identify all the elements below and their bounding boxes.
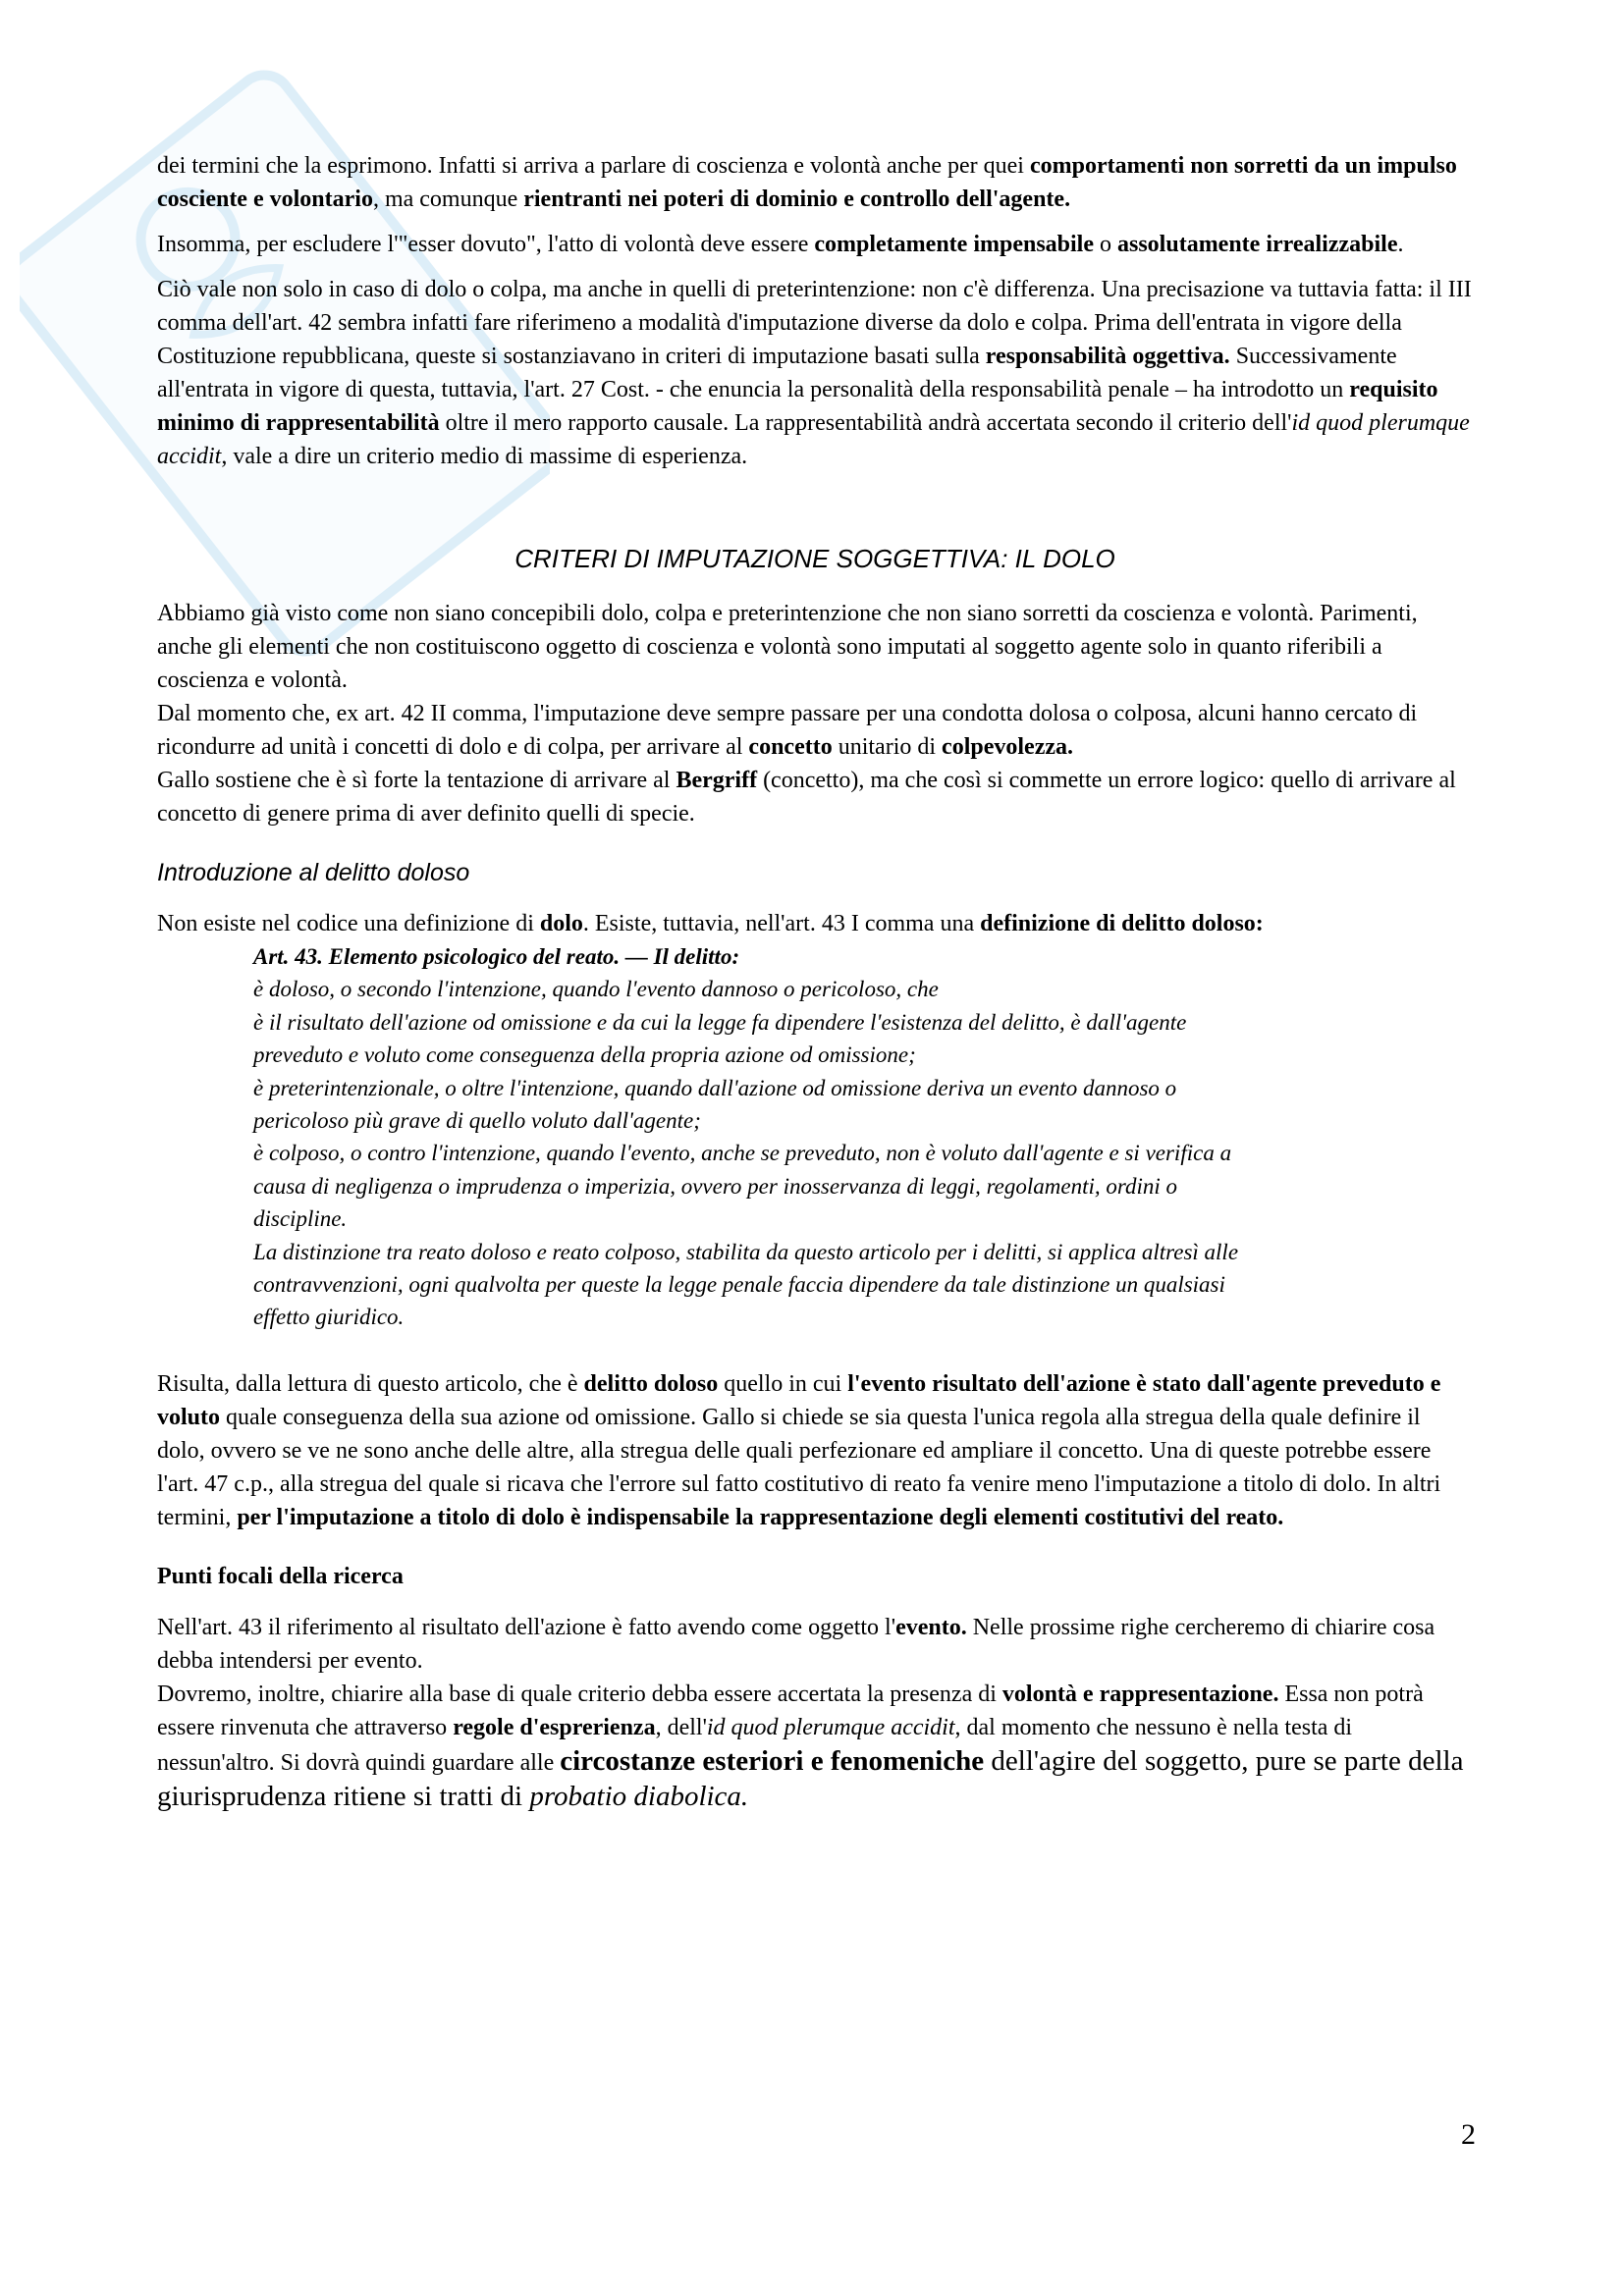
quote-line: causa di negligenza o imprudenza o imperizia, ovvero per inosservanza di leggi, regolamenti, ordini o	[253, 1173, 1177, 1199]
text-run: Bergriff	[676, 768, 758, 793]
text-run: comportamenti non sorretti da un impulso cosciente e volontario	[157, 153, 1457, 212]
article-43-quote	[253, 940, 1473, 1334]
paragraph-continuation	[157, 149, 1473, 216]
text-run: probatio diabolica.	[529, 1780, 749, 1812]
text-run: colpevolezza.	[942, 734, 1073, 760]
quote-line: contravvenzioni, ogni qualvolta per queste la legge penale faccia dipendere da tale distinzione un qualsiasi	[253, 1272, 1225, 1298]
quote-line: La distinzione tra reato doloso e reato colposo, stabilita da questo articolo per i delitti, si applica altresì alle	[253, 1239, 1239, 1264]
text-run: Abbiamo già visto come non siano concepibili dolo, colpa e preterintenzione che non siano sorretti da coscienza e volontà. Parimenti, anche gli elementi che non costituiscono oggetto di coscienza e volontà sono imputati al soggetto agente solo in quanto riferibili a coscienza e volontà.	[157, 601, 1418, 693]
text-run: Insomma, per escludere l'"esser dovuto", l'atto di volontà deve essere	[157, 232, 815, 257]
text-run: , ma comunque	[372, 187, 524, 212]
quote-line: è doloso, o secondo l'intenzione, quando l'evento dannoso o pericoloso, che	[253, 977, 939, 1002]
paragraph-coscienza-volonta	[157, 597, 1473, 697]
text-run: Dal momento che, ex art. 42 II comma, l'imputazione deve sempre passare per una condotta dolosa o colposa, alcuni hanno cercato di ricondurre ad unità i concetti di dolo e di colpa, per arrivare al	[157, 701, 1418, 760]
quote-line: è colposo, o contro l'intenzione, quando l'evento, anche se preveduto, non è voluto dall'agente e si verifica a	[253, 1141, 1232, 1166]
text-run: unitario di	[832, 734, 943, 760]
text-run: dei termini che la esprimono. Infatti si arriva a parlare di coscienza e volontà anche per quei	[157, 153, 1030, 179]
text-run: dolo	[539, 911, 583, 936]
text-run: circostanze esteriori e fenomeniche	[560, 1744, 985, 1777]
section-title: CRITERI DI IMPUTAZIONE SOGGETTIVA: IL DOLO	[514, 544, 1115, 573]
text-run: (concetto), ma che così si commette un errore logico: quello di arrivare al concetto di genere prima di aver definito quelli di specie.	[157, 768, 1456, 827]
paragraph-evento	[157, 1611, 1473, 1678]
text-run: per l'imputazione a titolo di dolo è indispensabile la rappresentazione degli elementi costitutivi del reato.	[237, 1504, 1284, 1530]
quote-line: è il risultato dell'azione od omissione e da cui la legge fa dipendere l'esistenza del delitto, è dall'agente	[253, 1009, 1187, 1035]
text-run: quello in cui	[718, 1370, 848, 1397]
text-run: delitto doloso	[583, 1370, 719, 1397]
subsection-title-punti-focali: Punti focali della ricerca	[157, 1563, 404, 1589]
quote-line: è preterintenzionale, o oltre l'intenzione, quando dall'azione od omissione deriva un evento dannoso o	[253, 1075, 1177, 1100]
quote-line: effetto giuridico.	[253, 1305, 405, 1330]
text-run: Dovremo, inoltre, chiarire alla base di quale criterio debba essere accertata la presenza di	[157, 1681, 1002, 1707]
text-run: rientranti nei poteri di dominio e controllo dell'agente.	[523, 187, 1071, 212]
text-run: , vale a dire un criterio medio di massime di esperienza.	[221, 444, 748, 469]
text-run: definizione di delitto doloso:	[980, 911, 1264, 936]
quote-line: preveduto e voluto come conseguenza della propria azione od omissione;	[253, 1042, 916, 1068]
text-run: dell'agire del soggetto, pure se parte della giurisprudenza ritiene si tratti di	[157, 1744, 1464, 1812]
text-run: Nelle prossime righe cercheremo di chiarire cosa debba intendersi per evento.	[157, 1614, 1435, 1674]
paragraph-bergriff	[157, 764, 1473, 830]
page-content	[157, 149, 1473, 1827]
quote-heading: Art. 43. Elemento psicologico del reato. — Il delitto:	[253, 944, 740, 969]
paragraph-volonta-rappresentazione	[157, 1678, 1473, 1815]
text-run: Essa non potrà essere rinvenuta che attraverso	[157, 1681, 1424, 1740]
paragraph-colpevolezza	[157, 697, 1473, 764]
text-run: quale conseguenza della sua azione od omissione. Gallo si chiede se sia questa l'unica regola alla stregua della quale definire il dolo, ovvero se ve ne sono anche delle altre, alla stregua delle quali perfezionare ed ampliare il concetto. Una di queste potrebbe essere l'art. 47 c.p., alla stregua del quale si ricava che l'errore sul fatto costitutivo di reato fa venire meno l'imputazione a titolo di dolo. In altri termini,	[157, 1404, 1441, 1530]
text-run: id quod plerumque accidit	[157, 410, 1470, 469]
text-run: responsabilità oggettiva.	[985, 344, 1230, 369]
text-run: , dell'	[655, 1714, 707, 1740]
page-number: 2	[1461, 2118, 1476, 2151]
text-run: concetto	[748, 734, 833, 760]
text-run: Non esiste nel codice una definizione di	[157, 911, 540, 936]
text-run: volontà e rappresentazione.	[1001, 1681, 1279, 1707]
text-run: . Esiste, tuttavia, nell'art. 43 I comma una	[582, 911, 981, 936]
text-run: requisito minimo di rappresentabilità	[157, 377, 1438, 436]
paragraph-delitto-doloso-analisi	[157, 1367, 1473, 1534]
text-run: completamente impensabile	[814, 232, 1094, 257]
text-run: assolutamente irrealizzabile	[1117, 232, 1398, 257]
text-run: Nell'art. 43 il riferimento al risultato dell'azione è fatto avendo come oggetto l'	[157, 1614, 896, 1640]
text-run: Gallo sostiene che è sì forte la tentazione di arrivare al	[157, 768, 676, 793]
text-run: .	[1397, 232, 1404, 257]
text-run: Successivamente all'entrata in vigore di questa, tuttavia, l'art. 27 Cost. - che enuncia la personalità della responsabilità penale – ha introdotto un	[157, 344, 1397, 402]
text-run: o	[1094, 232, 1117, 257]
text-run: oltre il mero rapporto causale. La rappresentabilità andrà accertata secondo il criterio dell'	[439, 410, 1292, 436]
paragraph-preterintenzione	[157, 273, 1473, 473]
text-run: Ciò vale non solo in caso di dolo o colpa, ma anche in quelli di preterintenzione: non c'è differenza. Una precisazione va tuttavia fatta: il III comma dell'art. 42 sembra infatti fare riferimeno a modalità d'imputazione diverse da dolo e colpa. Prima dell'entrata in vigore della Costituzione repubblicana, queste si sostanziavano in criteri di imputazione basati sulla	[157, 277, 1472, 369]
quote-line: pericoloso più grave di quello voluto dall'agente;	[253, 1108, 701, 1134]
subsection-title-delitto-doloso: Introduzione al delitto doloso	[157, 859, 470, 886]
paragraph-esser-dovuto	[157, 228, 1473, 261]
quote-line: discipline.	[253, 1206, 348, 1232]
paragraph-definizione-dolo	[157, 907, 1473, 940]
text-run: , dal momento che nessuno è nella testa di nessun'altro. Si dovrà quindi guardare alle	[157, 1714, 1353, 1776]
text-run: id quod plerumque accidit	[706, 1714, 955, 1740]
text-run: evento.	[895, 1614, 967, 1640]
text-run: regole d'esprerienza	[453, 1714, 656, 1740]
text-run: l'evento risultato dell'azione è stato dall'agente preveduto e voluto	[157, 1370, 1441, 1430]
text-run: Risulta, dalla lettura di questo articolo, che è	[157, 1370, 584, 1397]
